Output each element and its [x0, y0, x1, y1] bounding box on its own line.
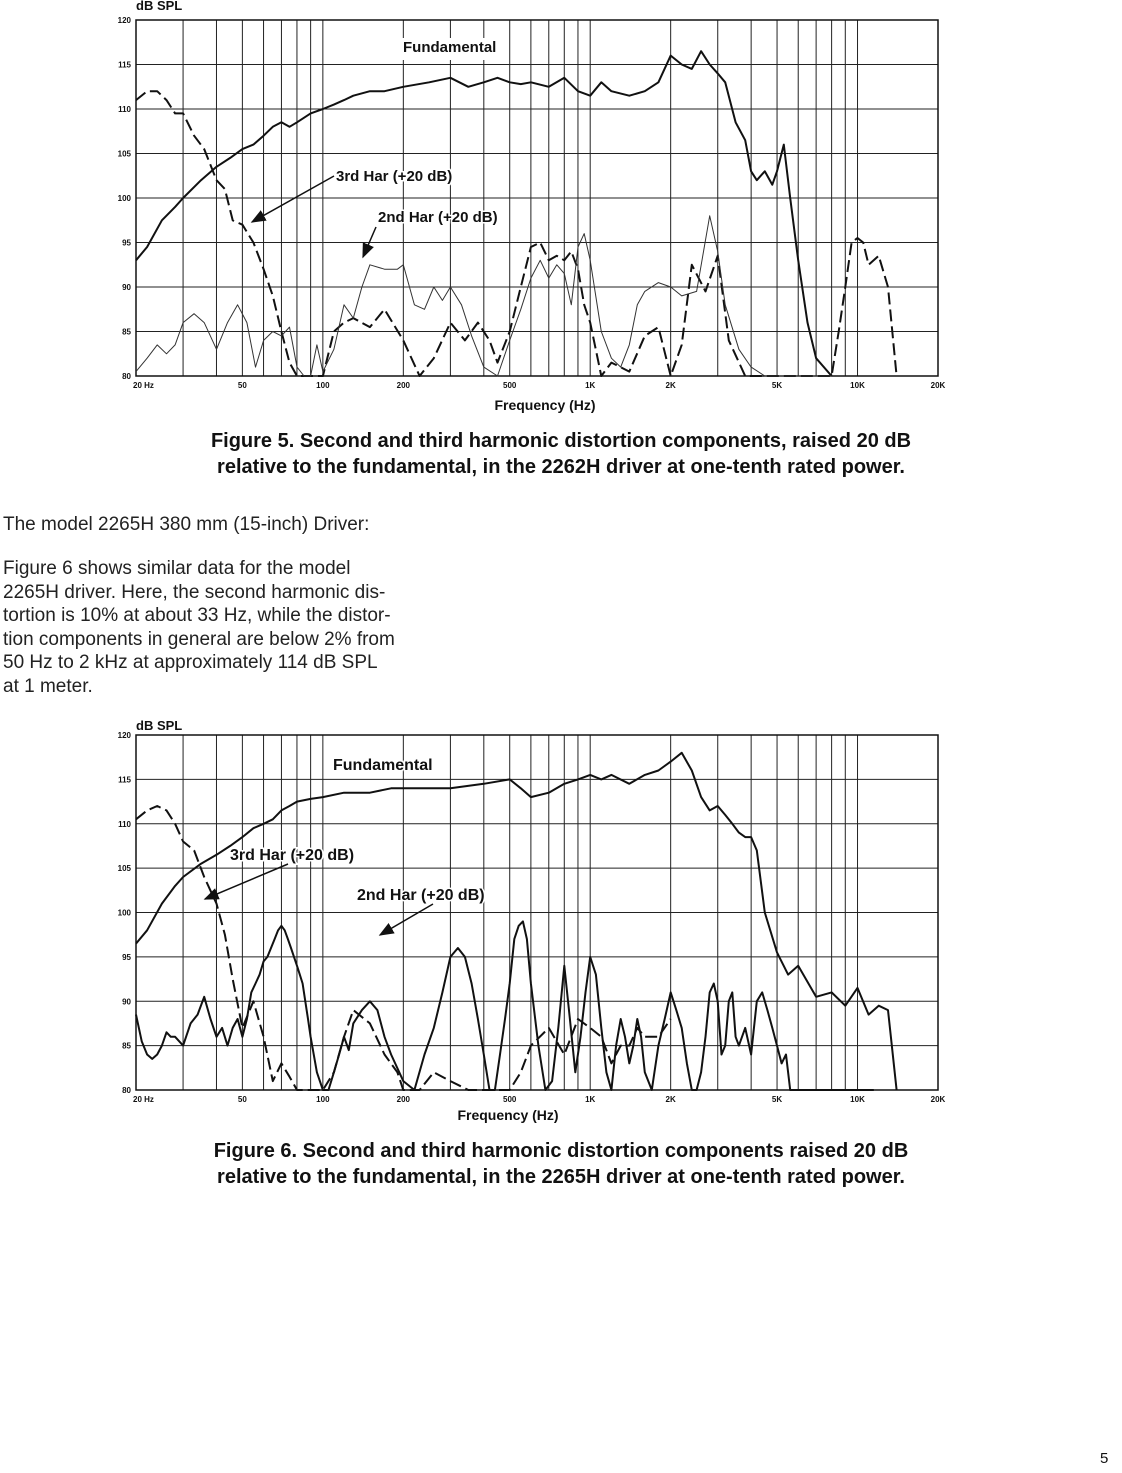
figure5-chart [0, 0, 1122, 425]
page-number: 5 [1100, 1450, 1109, 1467]
annotation-arrow [252, 176, 334, 222]
figure6-caption-line1: Figure 6. Second and third harmonic distortion components raised 20 dB [213, 1140, 909, 1162]
x-tick-label: 200 [396, 1095, 411, 1104]
x-tick-label: 1K [585, 381, 596, 390]
third-harmonic-line [136, 91, 897, 376]
figure6-chart [0, 712, 1122, 1137]
x-tick-label: 2K [665, 1095, 676, 1104]
x-tick-label: 20 Hz [133, 1095, 154, 1104]
y-tick-label: 105 [117, 864, 131, 874]
fundamental-line [136, 753, 897, 1090]
paragraph-line: at 1 meter. [3, 675, 93, 697]
second-harmonic-annotation: 2nd Har (+20 dB) [357, 887, 485, 904]
chart-svg [0, 712, 1122, 1132]
y-tick-label: 120 [117, 731, 131, 740]
figure6-caption [0, 1138, 1122, 1190]
x-tick-label: 5K [771, 1095, 783, 1104]
y-tick-label: 85 [122, 1041, 131, 1051]
y-tick-label: 110 [118, 819, 131, 829]
x-tick-label: 20K [930, 381, 946, 390]
x-tick-label: 100 [316, 381, 330, 390]
third-harmonic-annotation: 3rd Har (+20 dB) [336, 168, 453, 185]
annotation-arrow [205, 864, 288, 899]
x-tick-label: 50 [237, 381, 247, 390]
y-tick-label: 80 [122, 372, 131, 381]
figure5-caption-line1: Figure 5. Second and third harmonic distortion components, raised 20 dB [210, 430, 912, 452]
fundamental-annotation: Fundamental [333, 757, 433, 774]
x-tick-label: 1K [585, 1095, 596, 1104]
x-tick-label: 100 [316, 1095, 330, 1104]
x-tick-label: 10K [850, 381, 865, 390]
y-axis-label: dB SPL [136, 718, 183, 733]
annotation-arrow [380, 904, 433, 935]
y-tick-label: 115 [118, 60, 131, 70]
figure5-caption [0, 428, 1122, 480]
y-tick-label: 90 [122, 997, 131, 1007]
x-tick-label: 20 Hz [133, 381, 154, 390]
body-paragraph [3, 557, 395, 698]
x-tick-label: 5K [771, 381, 783, 390]
chart-svg [0, 0, 1122, 420]
x-tick-label: 200 [396, 381, 411, 390]
x-tick-label: 20K [930, 1095, 946, 1104]
y-tick-label: 100 [117, 908, 131, 918]
second-harmonic-annotation: 2nd Har (+20 dB) [378, 209, 498, 226]
y-tick-label: 100 [117, 194, 131, 203]
y-tick-label: 110 [118, 105, 131, 114]
paragraph-line: Figure 6 shows similar data for the model [3, 558, 351, 579]
fundamental-annotation: Fundamental [403, 39, 497, 56]
y-tick-label: 95 [122, 952, 131, 962]
paragraph-line: 2265H driver. Here, the second harmonic dis- [3, 581, 386, 603]
x-tick-label: 50 [237, 1095, 247, 1104]
y-tick-label: 105 [117, 149, 131, 159]
paragraph-line: tion components in general are below 2% from [3, 628, 395, 650]
x-tick-label: 10K [850, 1095, 865, 1104]
section-heading: The model 2265H 380 mm (15-inch) Driver: [3, 514, 370, 535]
y-tick-label: 115 [118, 775, 131, 785]
x-tick-label: 500 [503, 1095, 517, 1104]
paragraph-line: 50 Hz to 2 kHz at approximately 114 dB SPL [3, 652, 378, 673]
y-tick-label: 120 [117, 16, 131, 25]
x-tick-label: 500 [503, 381, 517, 390]
third-harmonic-annotation: 3rd Har (+20 dB) [230, 847, 355, 864]
x-axis-label: Frequency (Hz) [457, 1107, 559, 1123]
y-tick-label: 95 [122, 238, 131, 248]
y-tick-label: 90 [122, 283, 131, 292]
x-axis-label: Frequency (Hz) [494, 397, 596, 413]
figure5-caption-line2: relative to the fundamental, in the 2262H driver at one-tenth rated power. [217, 456, 905, 478]
y-tick-label: 85 [122, 327, 131, 337]
paragraph-line: tortion is 10% at about 33 Hz, while the distor- [3, 605, 391, 626]
y-tick-label: 80 [122, 1086, 131, 1095]
second-harmonic-line [136, 921, 874, 1090]
y-axis-label: dB SPL [136, 0, 183, 13]
x-tick-label: 2K [665, 381, 676, 390]
grid [136, 20, 938, 376]
figure6-caption-line2: relative to the fundamental, in the 2265H driver at one-tenth rated power. [217, 1166, 905, 1188]
